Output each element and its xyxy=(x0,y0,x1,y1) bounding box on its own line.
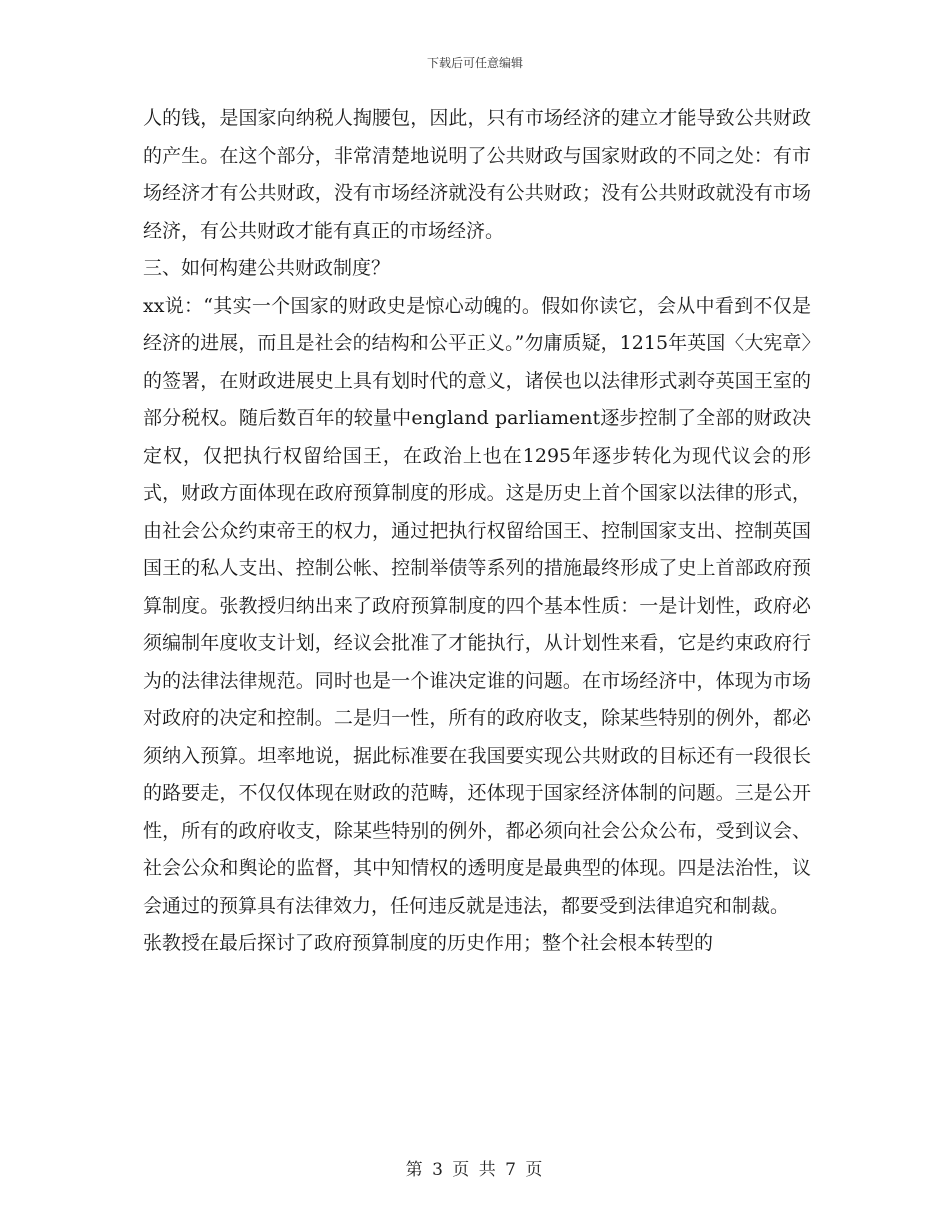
body-text xyxy=(143,100,811,963)
section-heading: 三、如何构建公共财政制度？ xyxy=(143,257,391,279)
page-footer: 第 3 页 共 7 页 xyxy=(405,1160,545,1180)
paragraph-intro: 人的钱，是国家向纳税人掏腰包，因此，只有市场经济的建立才能导致公共财政的产生。在这个部分，非常清楚地说明了公共财政与国家财政的不同之处：有市场经济才有公共财政，没有市场经济就没有公共财政；没有公共财政就没有市场经济，有公共财政才能有真正的市场经济。 xyxy=(143,107,811,242)
paragraph-conclusion: 张教授在最后探讨了政府预算制度的历史作用；整个社会根本转型的 xyxy=(143,932,714,954)
paragraph-budget-history: xx说：“其实一个国家的财政史是惊心动魄的。假如你读它，会从中看到不仅是经济的进展，而且是社会的结构和公平正义。”勿庸质疑，1215年英国〈大宪章〉的签署，在财政进展史上具有划时代的意义，诸侯也以法律形式剥夺英国王室的部分税权。随后数百年的较量中england parliament逐步控制了全部的财政决定权，仅把执行权留给国王，在政治上也在1295年逐步转化为现代议会的形式，财政方面体现在政府预算制度的形成。这是历史上首个国家以法律的形式，由社会公众约束帝王的权力，通过把执行权留给国王、控制国家支出、控制英国国王的私人支出、控制公帐、控制举债等系列的措施最终形成了史上首部政府预算制度。张教授归纳出来了政府预算制度的四个基本性质：一是计划性，政府必须编制年度收支计划，经议会批准了才能执行，从计划性来看，它是约束政府行为的法律法律规范。同时也是一个谁决定谁的问题。在市场经济中，体现为市场对政府的决定和控制。二是归一性，所有的政府收支，除某些特别的例外，都必须纳入预算。坦率地说，据此标准要在我国要实现公共财政的目标还有一段很长的路要走，不仅仅体现在财政的范畴，还体现于国家经济体制的问题。三是公开性，所有的政府收支，除某些特别的例外，都必须向社会公众公布，受到议会、社会公众和舆论的监督，其中知情权的透明度是最典型的体现。四是法治性，议会通过的预算具有法律效力，任何违反就是违法，都要受到法律追究和制裁。 xyxy=(143,294,811,917)
page-header: 下载后可任意编辑 xyxy=(426,56,523,70)
